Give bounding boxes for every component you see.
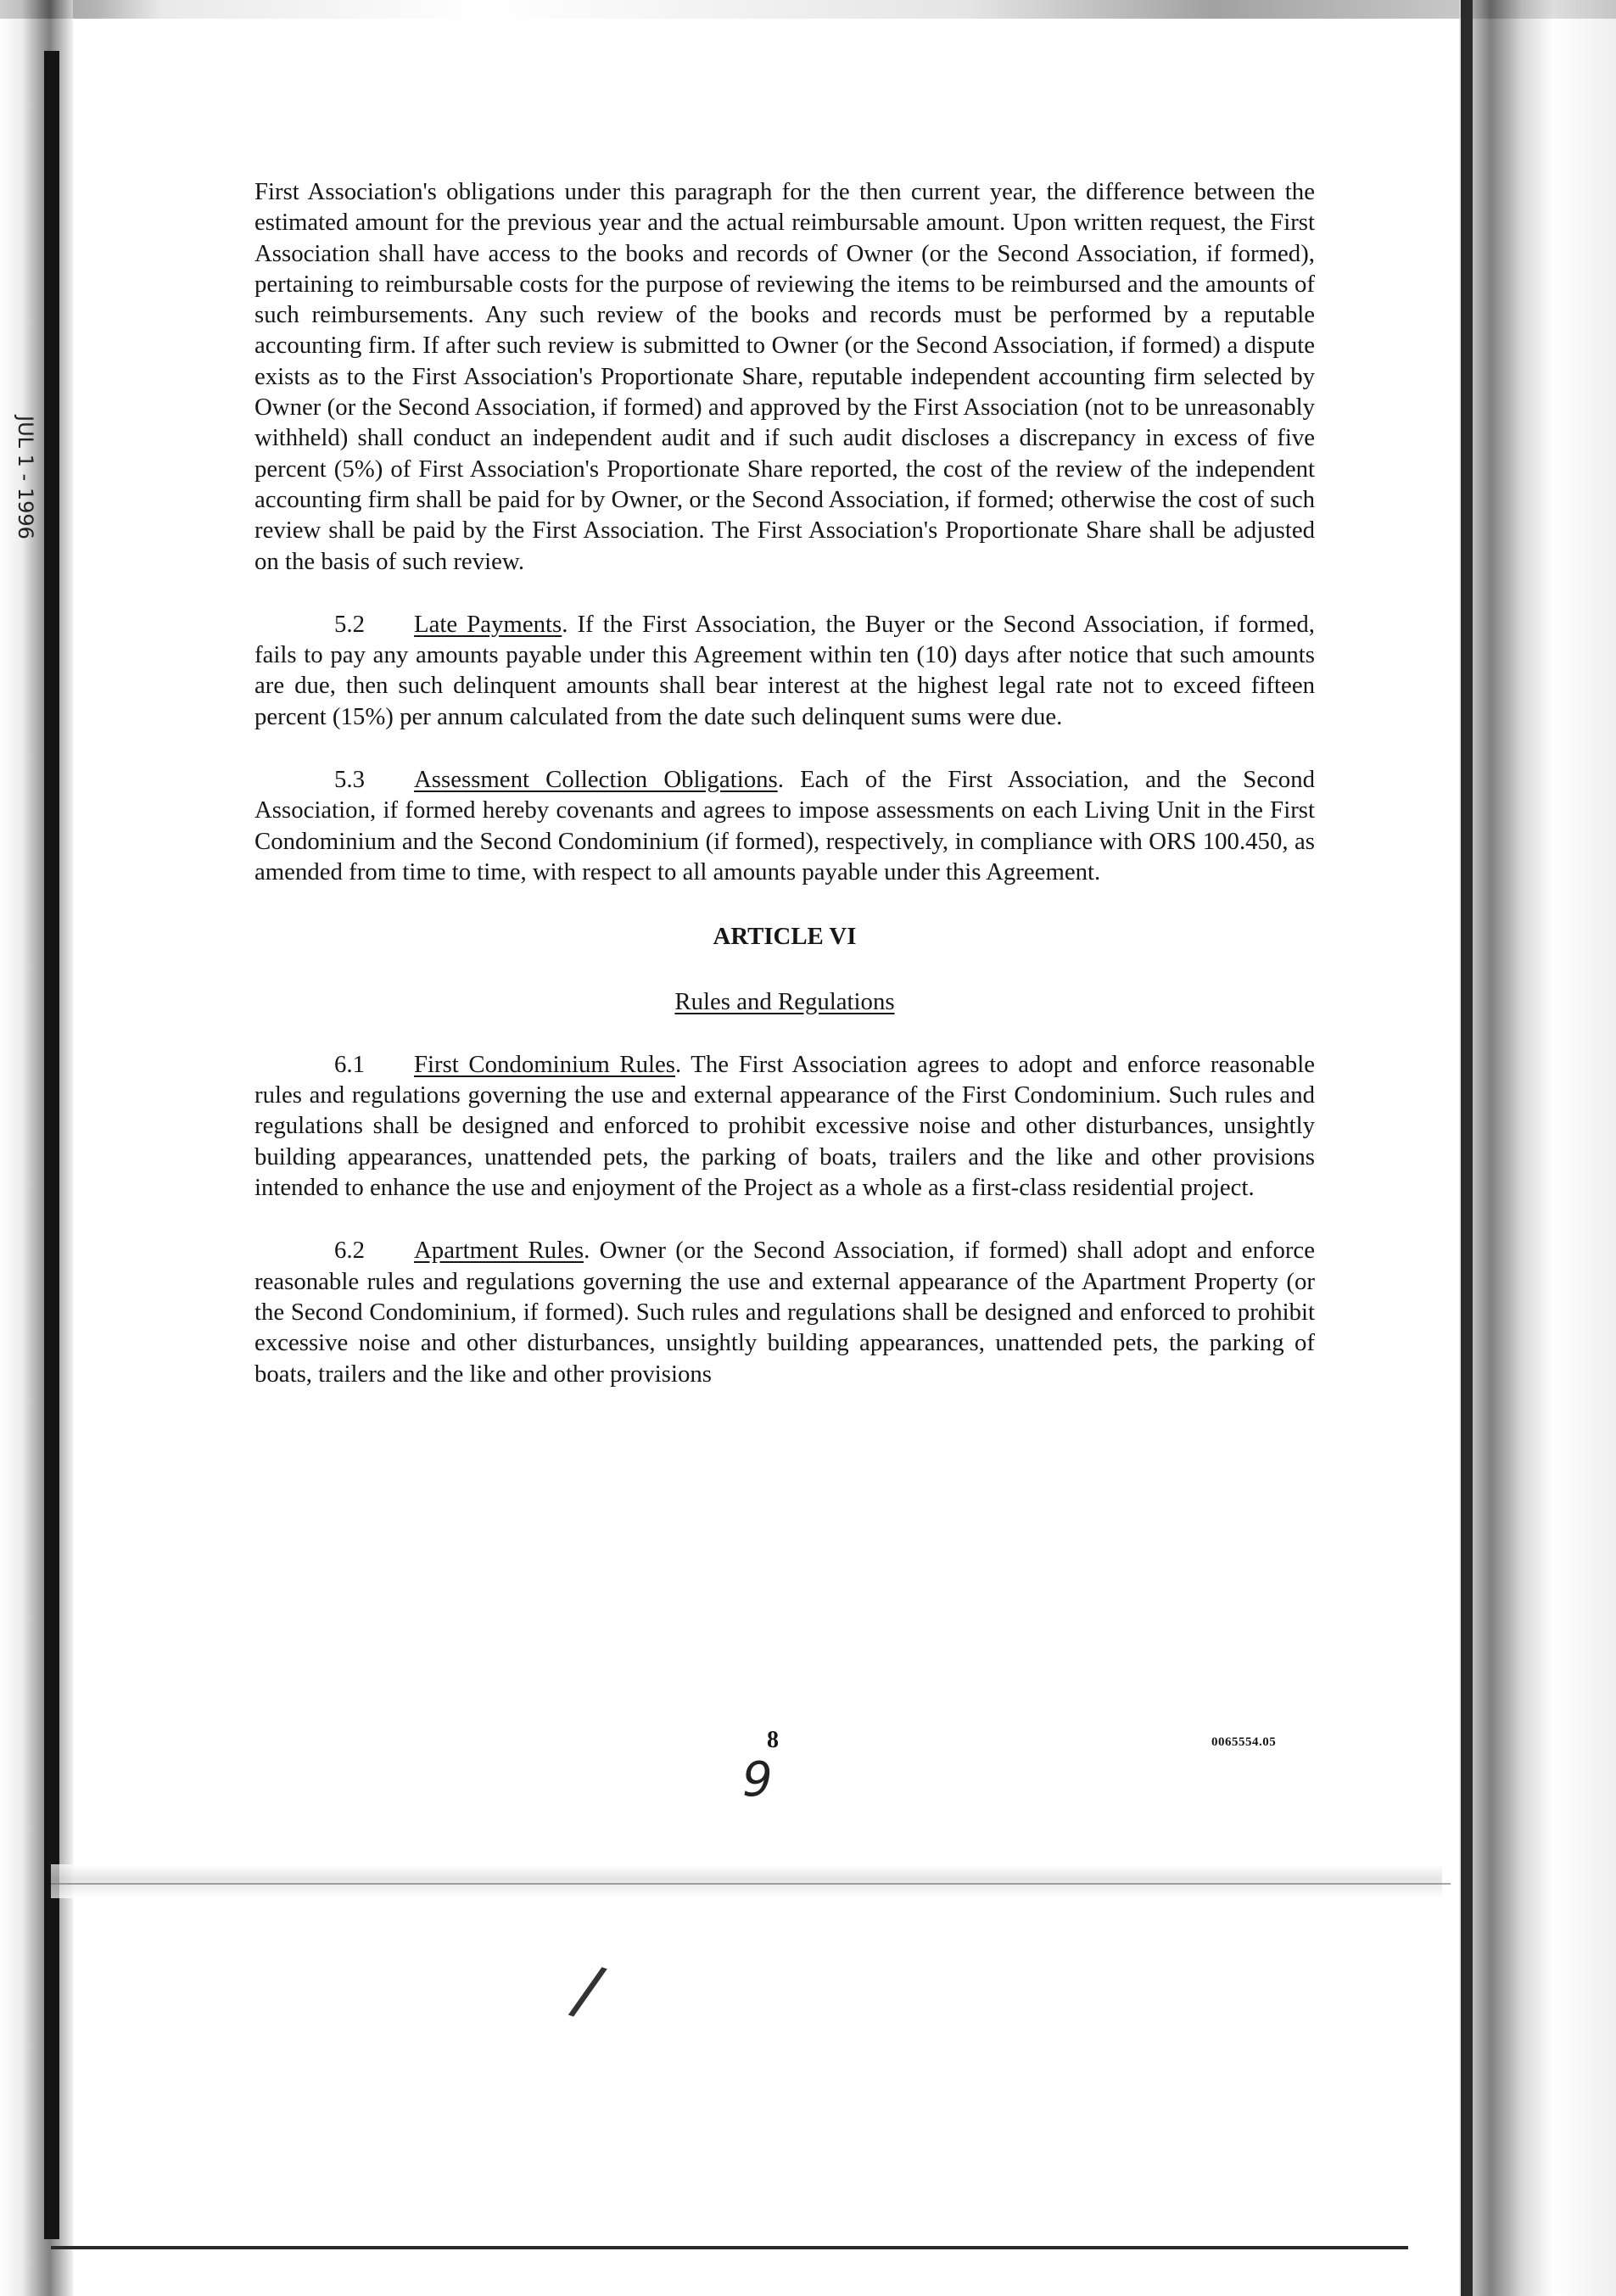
scan-binding-bar-right: [1461, 0, 1473, 2296]
scan-edge-right: [1459, 0, 1616, 2296]
section-5-3: [254, 764, 1315, 887]
scan-fold-band: [51, 1864, 1442, 1898]
paragraph-continued: First Association's obligations under this paragraph for the then current year, the difference between the estimated amount for the previous year and the actual reimbursable amount. Upon written request, the First Association shall have access to the books and records of Owner (or the Second Association, if formed), pertaining to reimbursable costs for the purpose of reviewing the items to be reimbursed and the amounts of such reimbursements. Any such review of the books and records must be performed by a reputable accounting firm. If after such review is submitted to Owner (or the Second Association, if formed) a dispute exists as to the First Association's Proportionate Share, reputable independent accounting firm selected by Owner (or the Second Association, if formed) and approved by the First Association (not to be unreasonably withheld) shall conduct an independent audit and if such audit discloses a discrepancy in excess of five percent (5%) of First Association's Proportionate Share reported, the cost of the review of the independent accounting firm shall be paid for by Owner, or the Second Association, if formed; otherwise the cost of such review shall be paid by the First Association. The First Association's Proportionate Share shall be adjusted on the basis of such review.: [254, 178, 1315, 575]
page-number: 8: [767, 1727, 779, 1753]
scan-fold-line: [51, 1883, 1451, 1885]
margin-stamp: JUL 1 - 1996: [14, 416, 37, 539]
section-number: 6.2: [334, 1237, 365, 1265]
scan-binding-bar-left: [44, 51, 59, 2239]
article-heading: ARTICLE VI: [713, 923, 857, 951]
section-title: Assessment Collection Obligations: [414, 766, 778, 794]
document-body: [254, 176, 1315, 1389]
scan-edge-bottom: [51, 2246, 1408, 2249]
section-number: 6.1: [334, 1050, 365, 1078]
section-number: 5.2: [334, 610, 365, 638]
section-body: . If the First Association, the Buyer or the Second Association, if formed, fails to pay any amounts payable under this Agreement within ten (10) days after notice that such amounts are due, then such delinquent amounts shall bear interest at the highest legal rate not to exceed fifteen percent (15%) per annum calculated from the date such delinquent sums were due.: [254, 610, 1315, 730]
section-title: Late Payments: [414, 610, 562, 638]
scan-edge-left: [0, 0, 73, 2296]
document-code: 0065554.05: [1211, 1735, 1277, 1749]
article-title-text: Rules and Regulations: [674, 987, 895, 1015]
section-title: Apartment Rules: [414, 1237, 584, 1265]
section-5-2: [254, 609, 1315, 732]
section-6-1: [254, 1049, 1315, 1203]
section-title: First Condominium Rules: [414, 1050, 676, 1078]
section-body: . The First Association agrees to adopt and enforce reasonable rules and regulations governing the use and external appearance of the First Condominium. Such rules and regulations shall be designed and enforced to prohibit excessive noise and other disturbances, unsightly building appearances, unattended pets, the parking of boats, trailers and the like and other provisions intended to enhance the use and enjoyment of the Project as a whole as a first-class residential project.: [254, 1050, 1315, 1202]
handwritten-page-number: 9: [742, 1752, 773, 1807]
section-body: . Owner (or the Second Association, if formed) shall adopt and enforce reasonable rules and regulations governing the use and external appearance of the Apartment Property (or the Second Condominium, if formed). Such rules and regulations shall be designed and enforced to prohibit excessive noise and other disturbances, unsightly building appearances, unattended pets, the parking of boats, trailers and the like and other provisions: [254, 1237, 1315, 1388]
scan-edge-top: [0, 0, 1616, 19]
article-title: [254, 986, 1315, 1017]
section-6-2: [254, 1235, 1315, 1388]
section-number: 5.3: [334, 766, 365, 794]
section-body: . Each of the First Association, and the Second Association, if formed hereby covenants and agrees to impose assessments on each Living Unit in the First Condominium and the Second Condominium (if formed), respectively, in compliance with ORS 100.450, as amended from time to time, with respect to all amounts payable under this Agreement.: [254, 766, 1315, 885]
handwritten-mark: /: [565, 1949, 612, 2031]
